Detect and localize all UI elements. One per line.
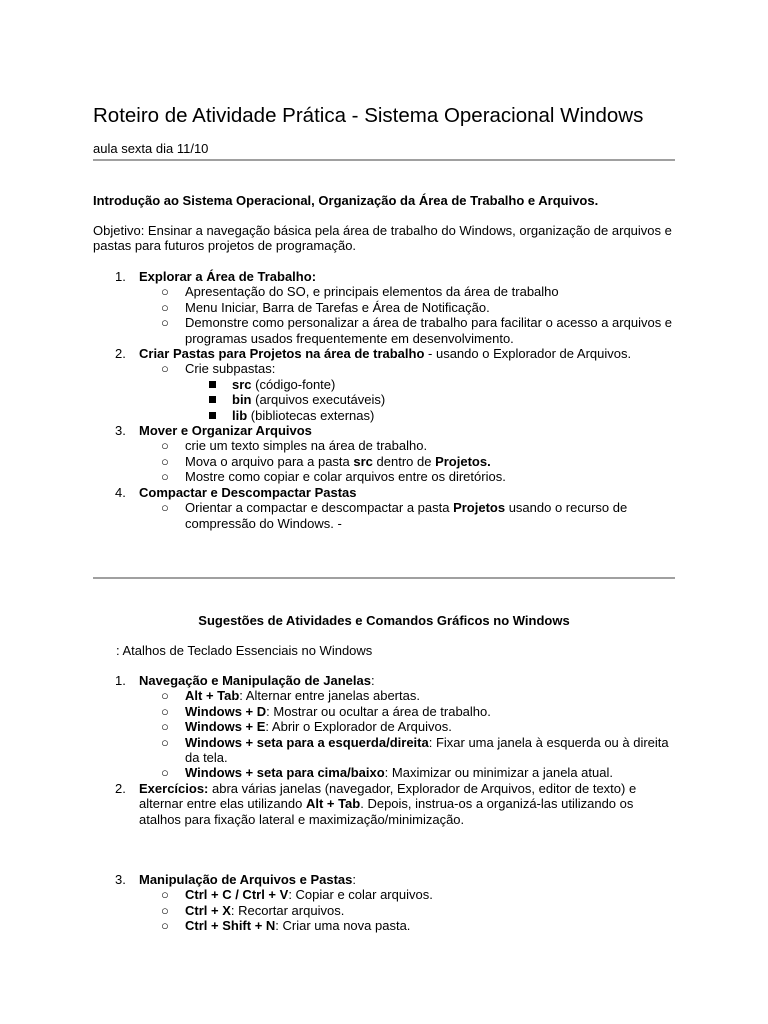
circle-bullet-icon: ○: [161, 765, 169, 781]
sub-item: ○ Demonstre como personalizar a área de trabalho para facilitar o acesso a arquivos e programas usados frequentemente em desenvolvimento.: [161, 315, 673, 346]
sub-item: ○ Menu Iniciar, Barra de Tarefas e Área de Notificação.: [161, 299, 490, 315]
files-shortcuts-list: [93, 872, 675, 934]
list-number: 2.: [115, 346, 126, 362]
activity-list: [93, 269, 675, 531]
list-number: 4.: [115, 484, 126, 500]
horizontal-rule: [93, 577, 675, 579]
list-item-criar-pastas: 2. Criar Pastas para Projetos na área de trabalho - usando o Explorador de Arquivos. ○ Crie subpastas: src (código-fonte) bin (arquivos executáveis) lib (bibliotecas externas): [93, 346, 675, 423]
list-number: 1.: [115, 269, 126, 284]
shortcuts-intro: : Atalhos de Teclado Essenciais no Windows: [116, 643, 373, 658]
item-heading: Compactar e Descompactar Pastas: [139, 484, 357, 500]
list-number: 2.: [115, 780, 126, 796]
sub-item: ○ crie um texto simples na área de trabalho.: [161, 438, 428, 454]
circle-bullet-icon: ○: [161, 719, 169, 735]
circle-bullet-icon: ○: [161, 299, 169, 315]
circle-bullet-icon: ○: [161, 918, 169, 934]
circle-bullet-icon: ○: [161, 902, 169, 918]
circle-bullet-icon: ○: [161, 688, 169, 704]
circle-bullet-icon: ○: [161, 500, 169, 516]
list-item-exercicios: 2. Exercícios: abra várias janelas (navegador, Explorador de Arquivos, editor de texto) e alternar entre elas utilizando Alt + Tab. Depois, instrua-os a organizá-las utilizando os atalhos para fixação lateral e maximização/minimização.: [115, 780, 637, 827]
item-heading: Exercícios:: [139, 780, 209, 796]
sub-item: ○ Mostre como copiar e colar arquivos entre os diretórios.: [161, 469, 506, 485]
circle-bullet-icon: ○: [161, 887, 169, 903]
folder-item-lib: lib (bibliotecas externas): [93, 408, 675, 423]
list-number: 3.: [115, 423, 126, 439]
square-bullet-icon: [209, 396, 216, 403]
list-number: 1.: [115, 673, 126, 688]
circle-bullet-icon: ○: [161, 703, 169, 719]
list-item-navegacao: 1. Navegação e Manipulação de Janelas: ○ Alt + Tab: Alternar entre janelas abertas. ○ Windows + D: Mostrar ou ocultar a área de trabalho. ○ Windows + E: Abrir o Explorador de Arquivos. ○ Windows + seta para a esquerda/direita: Fixar uma janela à esquerda ou à direita da tela. ○ Windows + seta para cima/baixo: Maximizar ou minimizar a janela atual.: [93, 673, 675, 781]
square-bullet-icon: [209, 412, 216, 419]
circle-bullet-icon: ○: [161, 469, 169, 485]
list-item-compactar: [93, 485, 675, 531]
suggestions-heading: Sugestões de Atividades e Comandos Gráficos no Windows: [198, 613, 570, 628]
circle-bullet-icon: ○: [161, 453, 169, 469]
shortcut-item: ○ Windows + D: Mostrar ou ocultar a área de trabalho.: [161, 703, 491, 719]
shortcut-item: ○ Windows + seta para cima/baixo: Maximizar ou minimizar a janela atual.: [161, 765, 613, 781]
folder-item-src: src (código-fonte): [93, 377, 675, 392]
objective-paragraph: Objetivo: Ensinar a navegação básica pela área de trabalho do Windows, organização de arquivos e pastas para futuros projetos de programação.: [93, 223, 672, 254]
shortcut-item: ○ Ctrl + Shift + N: Criar uma nova pasta.: [161, 918, 411, 934]
shortcuts-list: [93, 673, 675, 827]
document-subtitle: aula sexta dia 11/10: [93, 141, 209, 156]
sub-item: ○ Orientar a compactar e descompactar a pasta Projetos usando o recurso de compressão do Windows. -: [161, 500, 628, 531]
circle-bullet-icon: ○: [161, 284, 169, 300]
item-heading: Explorar a Área de Trabalho: [139, 269, 312, 284]
shortcut-item: ○ Windows + E: Abrir o Explorador de Arquivos.: [161, 719, 452, 735]
intro-heading: Introdução ao Sistema Operacional, Organização da Área de Trabalho e Arquivos.: [93, 193, 599, 208]
document-title: Roteiro de Atividade Prática - Sistema Operacional Windows: [93, 104, 644, 127]
circle-bullet-icon: ○: [161, 438, 169, 454]
item-heading: Navegação e Manipulação de Janelas: [139, 673, 371, 688]
square-bullet-icon: [209, 381, 216, 388]
circle-bullet-icon: ○: [161, 315, 169, 331]
list-item-manipulacao-arquivos: 3. Manipulação de Arquivos e Pastas: ○ Ctrl + C / Ctrl + V: Copiar e colar arquivos. ○ Ctrl + X: Recortar arquivos. ○ Ctrl + Shift + N: Criar uma nova pasta.: [93, 872, 675, 934]
item-heading: Mover e Organizar Arquivos: [139, 423, 312, 439]
shortcut-item: ○ Windows + seta para a esquerda/direita: Fixar uma janela à esquerda ou à direita da tela.: [161, 734, 669, 766]
list-item-mover: [93, 423, 675, 485]
list-number: 3.: [115, 872, 126, 887]
horizontal-rule: [93, 159, 675, 161]
folder-item-bin: bin (arquivos executáveis): [93, 392, 675, 407]
circle-bullet-icon: ○: [161, 734, 169, 750]
sub-item: ○ Crie subpastas:: [161, 361, 276, 377]
circle-bullet-icon: ○: [161, 361, 169, 377]
item-heading: Manipulação de Arquivos e Pastas: [139, 872, 353, 887]
shortcut-item: ○ Ctrl + X: Recortar arquivos.: [161, 902, 345, 918]
shortcut-item: ○ Alt + Tab: Alternar entre janelas abertas.: [161, 688, 420, 704]
list-item-explorar: 1. Explorar a Área de Trabalho: ○ Apresentação do SO, e principais elementos da área de trabalho ○ Menu Iniciar, Barra de Tarefas e Área de Notificação. ○ Demonstre como personalizar a área de trabalho para facilitar o acesso a arquivos e programas usados frequentemente em desenvolvimento.: [93, 269, 675, 346]
shortcut-item: ○ Ctrl + C / Ctrl + V: Copiar e colar arquivos.: [161, 887, 433, 903]
item-heading: Criar Pastas para Projetos na área de trabalho: [139, 346, 425, 362]
sub-item: ○ Mova o arquivo para a pasta src dentro de Projetos.: [161, 453, 491, 469]
sub-item: ○ Apresentação do SO, e principais elementos da área de trabalho: [161, 284, 559, 300]
